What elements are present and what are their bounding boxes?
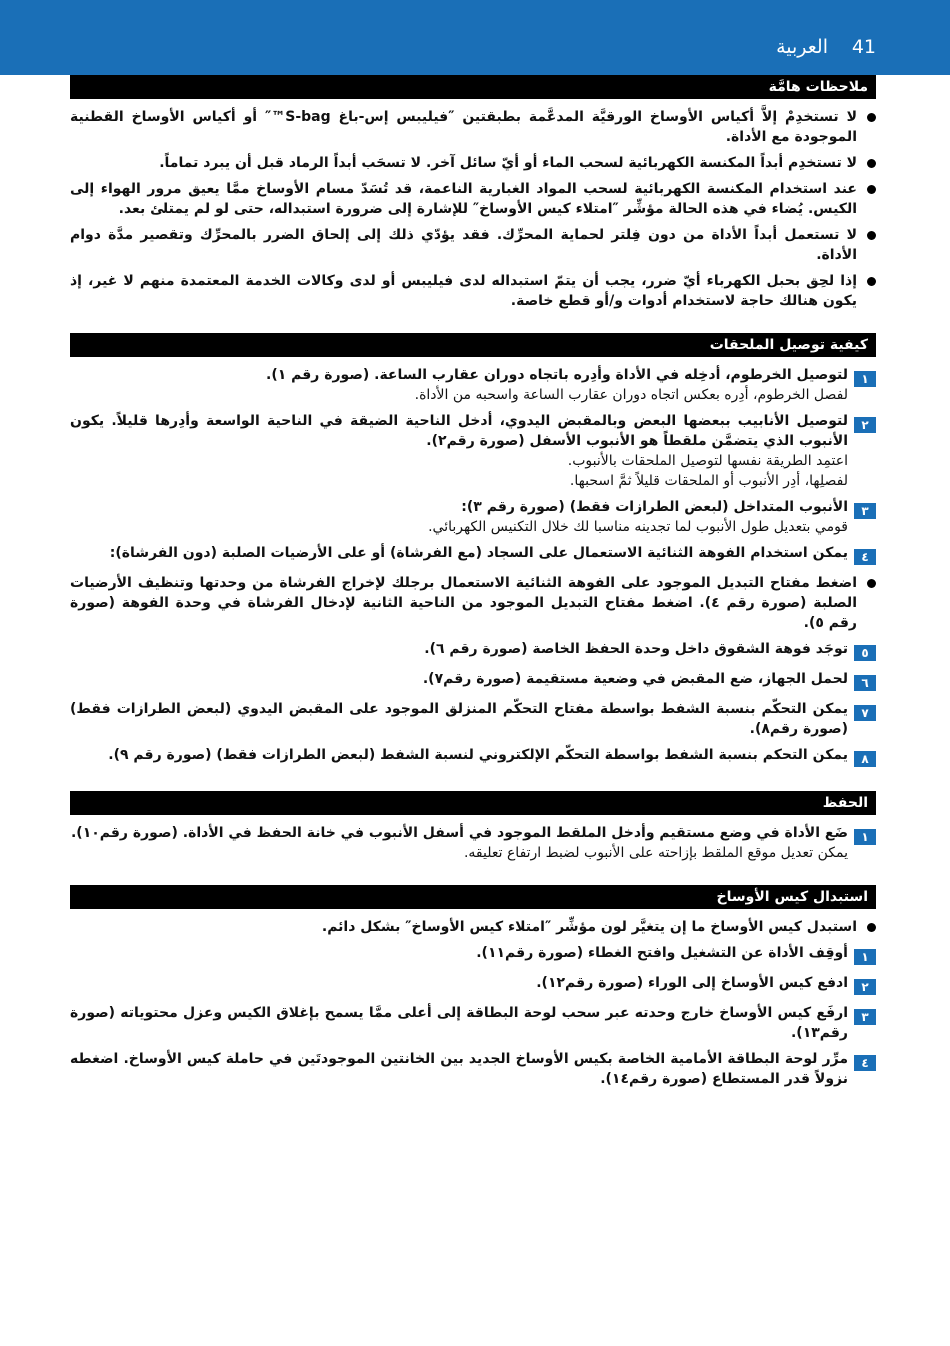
step-item: ١ أوقِف الأداة عن التشغيل وافتح الغطاء (صورة رقم١١).	[70, 943, 876, 967]
list-item: لا تستخدِمْ إلاَّ أكياس الأوساخ الورقيَّة المدعَّمة بطبقتين ″فيليبس إس-باغ S-bag™″ أو أكياس الأوساخ القطنية الموجودة مع الأداة.	[70, 107, 876, 147]
step-item: ٨ يمكن التحكم بنسبة الشفط بواسطة التحكّم الإلكتروني لنسبة الشفط (لبعض الطرازات فقط) (صورة رقم ٩).	[70, 745, 876, 769]
notes-section	[70, 75, 876, 311]
section-title: استبدال كيس الأوساخ	[70, 885, 876, 909]
step-number-badge: ١	[854, 949, 876, 965]
section-title: ملاحظات هامَّة	[70, 75, 876, 99]
step-number-badge: ١	[854, 371, 876, 387]
step-number-badge: ٢	[854, 979, 876, 995]
step-number-badge: ٣	[854, 1009, 876, 1025]
bullet-icon	[867, 185, 876, 194]
section-title: كيفية توصيل الملحقات	[70, 333, 876, 357]
list-item: عند استخدام المكنسة الكهربائية لسحب المواد الغبارية الناعمة، قد تُسَدّ مسام الأوساخ ممَّا يعيق مرور الهواء إلى الكيس. يُضاء في هذه الحالة مؤشِّر ″امتلاء كيس الأوساخ″ للإشارة إلى ضرورة استبداله، حتى لو لم يمتلئ بعد.	[70, 179, 876, 219]
step-number-badge: ٧	[854, 705, 876, 721]
step-item: ١ لتوصيل الخرطوم، أدخِله في الأداة وأدِره باتجاه دوران عقارب الساعة. (صورة رقم ١). لفصل الخرطوم، أدِره بعكس اتجاه دوران عقارب الساعة واسحبه من الأداة.	[70, 365, 876, 405]
accessories-section	[70, 333, 876, 769]
step-item: ٧ يمكن التحكّم بنسبة الشفط بواسطة مفتاح التحكّم المنزلق الموجود على المقبض اليدوي (لبعض الطرازات فقط) (صورة رقم٨).	[70, 699, 876, 739]
step-item: ٣ الأنبوب المتداخل (لبعض الطرازات فقط) (صورة رقم ٣): قومي بتعديل طول الأنبوب لما تجدينه مناسبا لك خلال التكنيس الكهربائي.	[70, 497, 876, 537]
step-number-badge: ٤	[854, 1055, 876, 1071]
list-item: استبدل كيس الأوساخ ما إن يتغيَّر لون مؤشِّر ″امتلاء كيس الأوساخ″ بشكل دائم.	[70, 917, 876, 937]
step-item: ٥ توجَد فوهة الشقوق داخل وحدة الحفظ الخاصة (صورة رقم ٦).	[70, 639, 876, 663]
step-number-badge: ٨	[854, 751, 876, 767]
step-item: ١ ضَع الأداة في وضع مستقيم وأدخل الملقط الموجود في أسفل الأنبوب في خانة الحفظ في الأداة. (صورة رقم١٠). يمكن تعديل موقع الملقط بإزاحته على الأنبوب لضبط ارتفاع تعليقه.	[70, 823, 876, 863]
page-number: 41	[851, 36, 876, 58]
step-item: ٦ لحمل الجهاز، ضع المقبض في وضعية مستقيمة (صورة رقم٧).	[70, 669, 876, 693]
storage-section	[70, 791, 876, 863]
list-item: لا تستعمل أبداً الأداة من دون فِلتر لحماية المحرِّك. فقد يؤدّي ذلك إلى إلحاق الضرر بالمحرِّك وتقصير مدَّة دوام الأداة.	[70, 225, 876, 265]
bullet-icon	[867, 277, 876, 286]
step-number-badge: ٣	[854, 503, 876, 519]
bullet-icon	[867, 923, 876, 932]
language-title: العربية	[776, 36, 828, 58]
step-number-badge: ٢	[854, 417, 876, 433]
step-item: ٤ مرِّر لوحة البطاقة الأمامية الخاصة بكيس الأوساخ الجديد بين الخانتين الموجودتَين في حاملة كيس الأوساخ. اضغطه نزولاً قدر المستطاع (صورة رقم١٤).	[70, 1049, 876, 1089]
list-item: إذا لحِق بحبل الكهرباء أيّ ضرر، يجب أن يتمّ استبداله لدى فيليبس أو لدى وكالات الخدمة المعتمدة منهم لا غير، إذ يكون هنالك حاجة لاستخدام أدوات و/أو قطع خاصة.	[70, 271, 876, 311]
step-number-badge: ٥	[854, 645, 876, 661]
list-item: اضغط مفتاح التبديل الموجود على الفوهة الثنائية الاستعمال برجلك لإخراج الفرشاة من وحدتها وتنظيف الأرضيات الصلبة (صورة رقم ٤). اضغط مفتاح التبديل الموجود من الناحية الثانية لإدخال الفرشاة في وحدة الفوهة (صورة رقم ٥).	[70, 573, 876, 633]
step-number-badge: ٤	[854, 549, 876, 565]
step-number-badge: ٦	[854, 675, 876, 691]
bullet-icon	[867, 113, 876, 122]
step-item: ٢ ادفع كيس الأوساخ إلى الوراء (صورة رقم١٢).	[70, 973, 876, 997]
step-number-badge: ١	[854, 829, 876, 845]
section-title: الحفظ	[70, 791, 876, 815]
list-item: لا تستخدِم أبداً المكنسة الكهربائية لسحب الماء أو أيّ سائل آخر. لا تسحَب أبداً الرماد قبل أن يبرد تماماً.	[70, 153, 876, 173]
header-bar	[0, 0, 950, 75]
replace-bag-section	[70, 885, 876, 1089]
step-item: ٤ يمكن استخدام الفوهة الثنائية الاستعمال على السجاد (مع الفرشاة) أو على الأرضيات الصلبة (دون الفرشاة):	[70, 543, 876, 567]
bullet-icon	[867, 579, 876, 588]
bullet-icon	[867, 159, 876, 168]
step-item: ٢ لتوصيل الأنابيب ببعضها البعض وبالمقبض اليدوي، أدخل الناحية الضيقة في الناحية الواسعة وأدِرها قليلاً. يكون الأنبوب الذي يتضمَّن ملقطاً هو الأنبوب الأسفل (صورة رقم٢). اعتمِد الطريقة نفسها لتوصيل الملحقات بالأنبوب. لفصلِها، أدِر الأنبوب أو الملحقات قليلاً ثمَّ اسحبها.	[70, 411, 876, 491]
page-content	[70, 75, 876, 1099]
step-item: ٣ ارفَع كيس الأوساخ خارج وحدته عبر سحب لوحة البطاقة إلى أعلى ممَّا يسمح بإغلاق الكيس وعزل محتوياته (صورة رقم١٣).	[70, 1003, 876, 1043]
bullet-icon	[867, 231, 876, 240]
